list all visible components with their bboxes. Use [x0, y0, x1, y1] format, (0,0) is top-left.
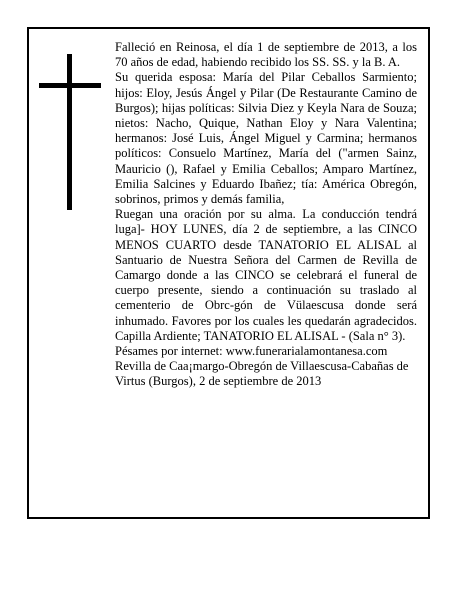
death-announcement: Falleció en Reinosa, el día 1 de septiembre de 2013, a los 70 años de edad, habiendo recibido los SS. SS. y la B. A.	[115, 40, 417, 70]
place-and-date: Revilla de Caa¡margo-Obregón de Villaescusa-Cabañas de Virtus (Burgos), 2 de septiembre de 2013	[115, 359, 409, 389]
cross-icon	[39, 54, 101, 210]
condolences-website: Pésames por internet: www.funerarialamontanesa.com	[115, 344, 388, 359]
obituary-text	[115, 40, 417, 390]
cross-horizontal-bar	[39, 83, 101, 88]
cross-vertical-bar	[67, 54, 72, 210]
funeral-details: Ruegan una oración por su alma. La conducción tendrá luga]- HOY LUNES, día 2 de septiembre, a las CINCO MENOS CUARTO desde TANATORIO EL ALISAL al Santuario de Nuestra Señora del Carmen de Revilla de Camargo donde a las CINCO se celebrará el funeral de cuerpo presente, siendo a continuación su traslado al cementerio de Obrc-gón de Vülaescusa donde será inhumado. Favores por los cuales les quedarán agradecidos. Capilla Ardiente; TANATORIO EL ALISAL - (Sala n° 3).	[115, 207, 417, 343]
family-list: Su querida esposa: María del Pilar Ceballos Sarmiento; hijos: Eloy, Jesús Ángel y Pilar (De Restaurante Camino de Burgos); hijas políticas: Silvia Diez y Keyla Nara de Souza; nietos: Nacho, Quique, Nathan Eloy y Nara Valentina; hermanos: José Luis, Ángel Miguel y Carmina; hermanos políticos: Consuelo Martínez, María del ("armen Sainz, Mauricio (), Rafael y Emilia Ceballos; Amparo Martínez, Emilia Salcines y Eduardo Ibañez; tía: América Obregón, sobrinos, primos y demás familia,	[115, 70, 417, 207]
